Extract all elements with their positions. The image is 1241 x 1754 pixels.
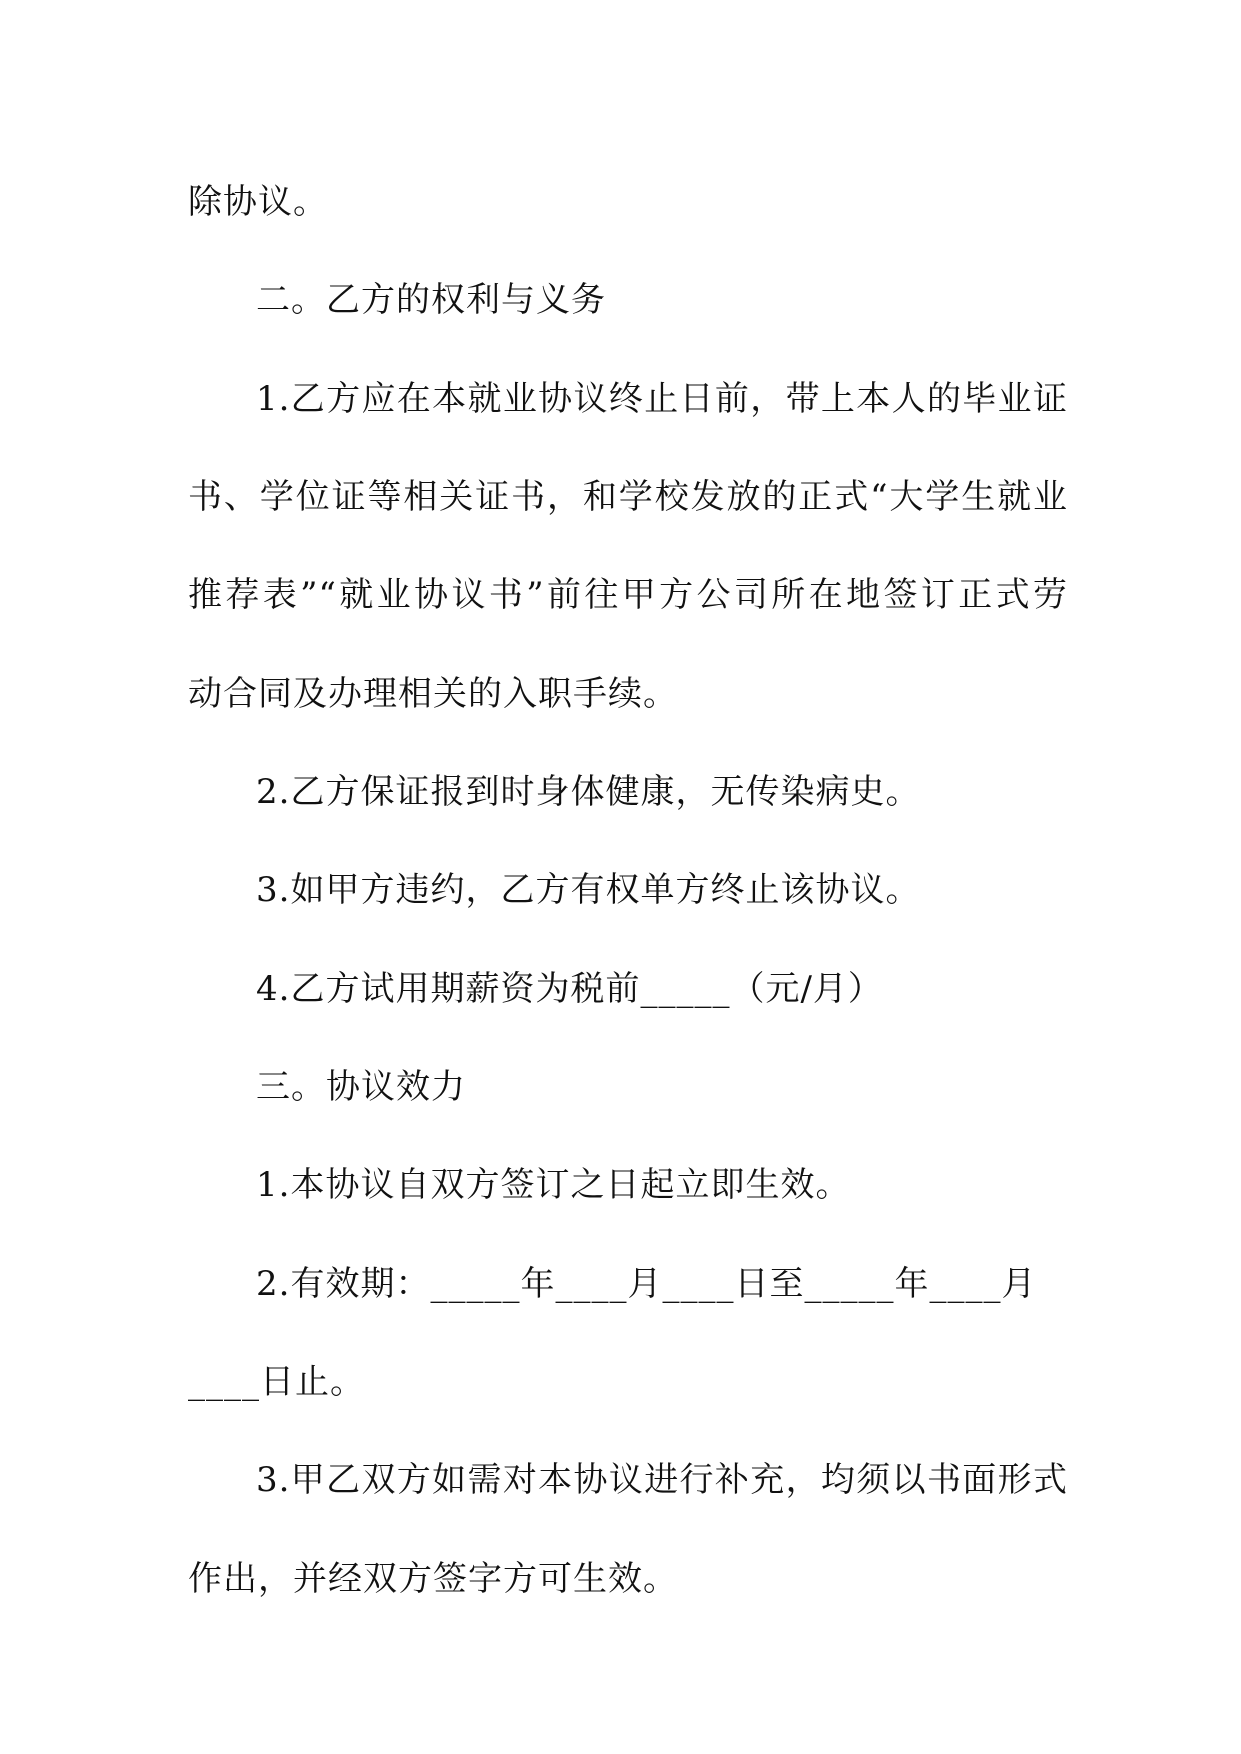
- paragraph-line: 除协议。: [188, 182, 328, 222]
- section-heading: 二。乙方的权利与义务: [256, 280, 606, 320]
- paragraph-line: 1.乙方应在本就业协议终止日前，带上本人的毕业证: [256, 379, 1068, 419]
- paragraph-line: 1.本协议自双方签订之日起立即生效。: [256, 1165, 851, 1205]
- paragraph-line: 3.如甲方违约，乙方有权单方终止该协议。: [256, 870, 921, 910]
- paragraph-line: 3.甲乙双方如需对本协议进行补充，均须以书面形式: [256, 1460, 1068, 1500]
- paragraph-line: ____日止。: [188, 1362, 365, 1402]
- paragraph-line: 4.乙方试用期薪资为税前_____（元/月）: [256, 969, 883, 1009]
- paragraph-line: 作出，并经双方签字方可生效。: [188, 1559, 678, 1599]
- paragraph-line: 2.有效期：_____年____月____日至_____年____月: [256, 1264, 1037, 1304]
- paragraph-line: 书、学位证等相关证书，和学校发放的正式“大学生就业: [188, 477, 1068, 517]
- paragraph-line: 动合同及办理相关的入职手续。: [188, 674, 678, 714]
- paragraph-line: 2.乙方保证报到时身体健康，无传染病史。: [256, 772, 921, 812]
- section-heading: 三。协议效力: [256, 1067, 466, 1107]
- paragraph-line: 推荐表”“就业协议书”前往甲方公司所在地签订正式劳: [188, 575, 1068, 615]
